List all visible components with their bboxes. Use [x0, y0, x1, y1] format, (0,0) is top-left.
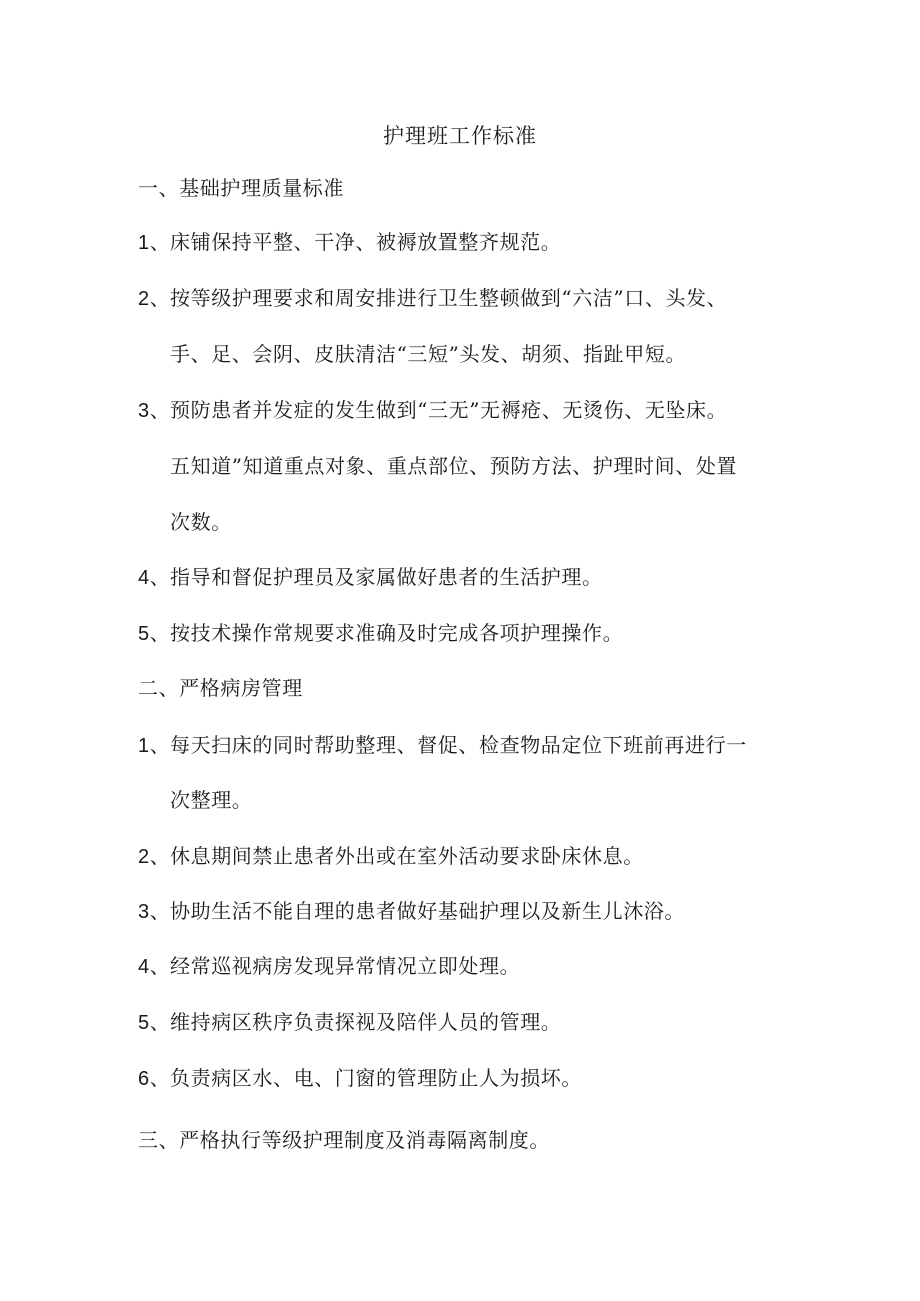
- list-item: [138, 619, 623, 648]
- item-number: 1、: [138, 735, 171, 757]
- section-heading-nursing-system: 三、严格执行等级护理制度及消毒隔离制度。: [138, 1128, 550, 1152]
- list-item: [138, 952, 520, 981]
- list-item: [138, 1008, 561, 1037]
- item-text: 每天扫床的同时帮助整理、督促、检查物品定位下班前再进行一: [170, 733, 747, 757]
- section-heading-basic-care: 一、基础护理质量标准: [138, 176, 344, 200]
- item-number: 6、: [138, 1068, 171, 1090]
- item-number: 2、: [138, 846, 171, 868]
- list-item: [138, 284, 727, 313]
- item-number: 5、: [138, 623, 171, 645]
- item-text: 预防患者并发症的发生做到“三无”无褥疮、无烫伤、无坠床。: [170, 398, 728, 422]
- item-text: 协助生活不能自理的患者做好基础护理以及新生儿沐浴。: [170, 899, 685, 923]
- item-number: 3、: [138, 400, 171, 422]
- item-text-continuation: 手、足、会阴、皮肤清洁“三短”头发、胡须、指趾甲短。: [170, 342, 687, 366]
- item-number: 4、: [138, 956, 171, 978]
- list-item: [138, 731, 747, 760]
- list-item: [138, 897, 685, 926]
- item-number: 3、: [138, 901, 171, 923]
- item-text-continuation: 五知道”知道重点对象、重点部位、预防方法、护理时间、处置: [170, 454, 738, 478]
- section-heading-ward-management: 二、严格病房管理: [138, 676, 303, 700]
- item-number: 4、: [138, 567, 171, 589]
- item-text: 休息期间禁止患者外出或在室外活动要求卧床休息。: [170, 844, 644, 868]
- item-text: 维持病区秩序负责探视及陪伴人员的管理。: [170, 1010, 562, 1034]
- item-text: 按等级护理要求和周安排进行卫生整顿做到“六洁”口、头发、: [170, 286, 728, 310]
- item-text-continuation: 次整理。: [170, 788, 253, 812]
- item-text: 按技术操作常规要求准确及时完成各项护理操作。: [170, 621, 624, 645]
- list-item: [138, 1064, 582, 1093]
- item-text: 负责病区水、电、门窗的管理防止人为损坏。: [170, 1066, 582, 1090]
- item-text: 经常巡视病房发现异常情况立即处理。: [170, 954, 521, 978]
- list-item: [138, 842, 644, 871]
- document-title: 护理班工作标准: [383, 124, 537, 148]
- item-number: 1、: [138, 232, 171, 254]
- item-text: 指导和督促护理员及家属做好患者的生活护理。: [170, 565, 603, 589]
- item-text-continuation: 次数。: [170, 510, 232, 534]
- item-text: 床铺保持平整、干净、被褥放置整齐规范。: [170, 230, 562, 254]
- list-item: [138, 563, 603, 592]
- list-item: [138, 228, 561, 257]
- item-number: 2、: [138, 288, 171, 310]
- item-number: 5、: [138, 1012, 171, 1034]
- list-item: [138, 396, 727, 425]
